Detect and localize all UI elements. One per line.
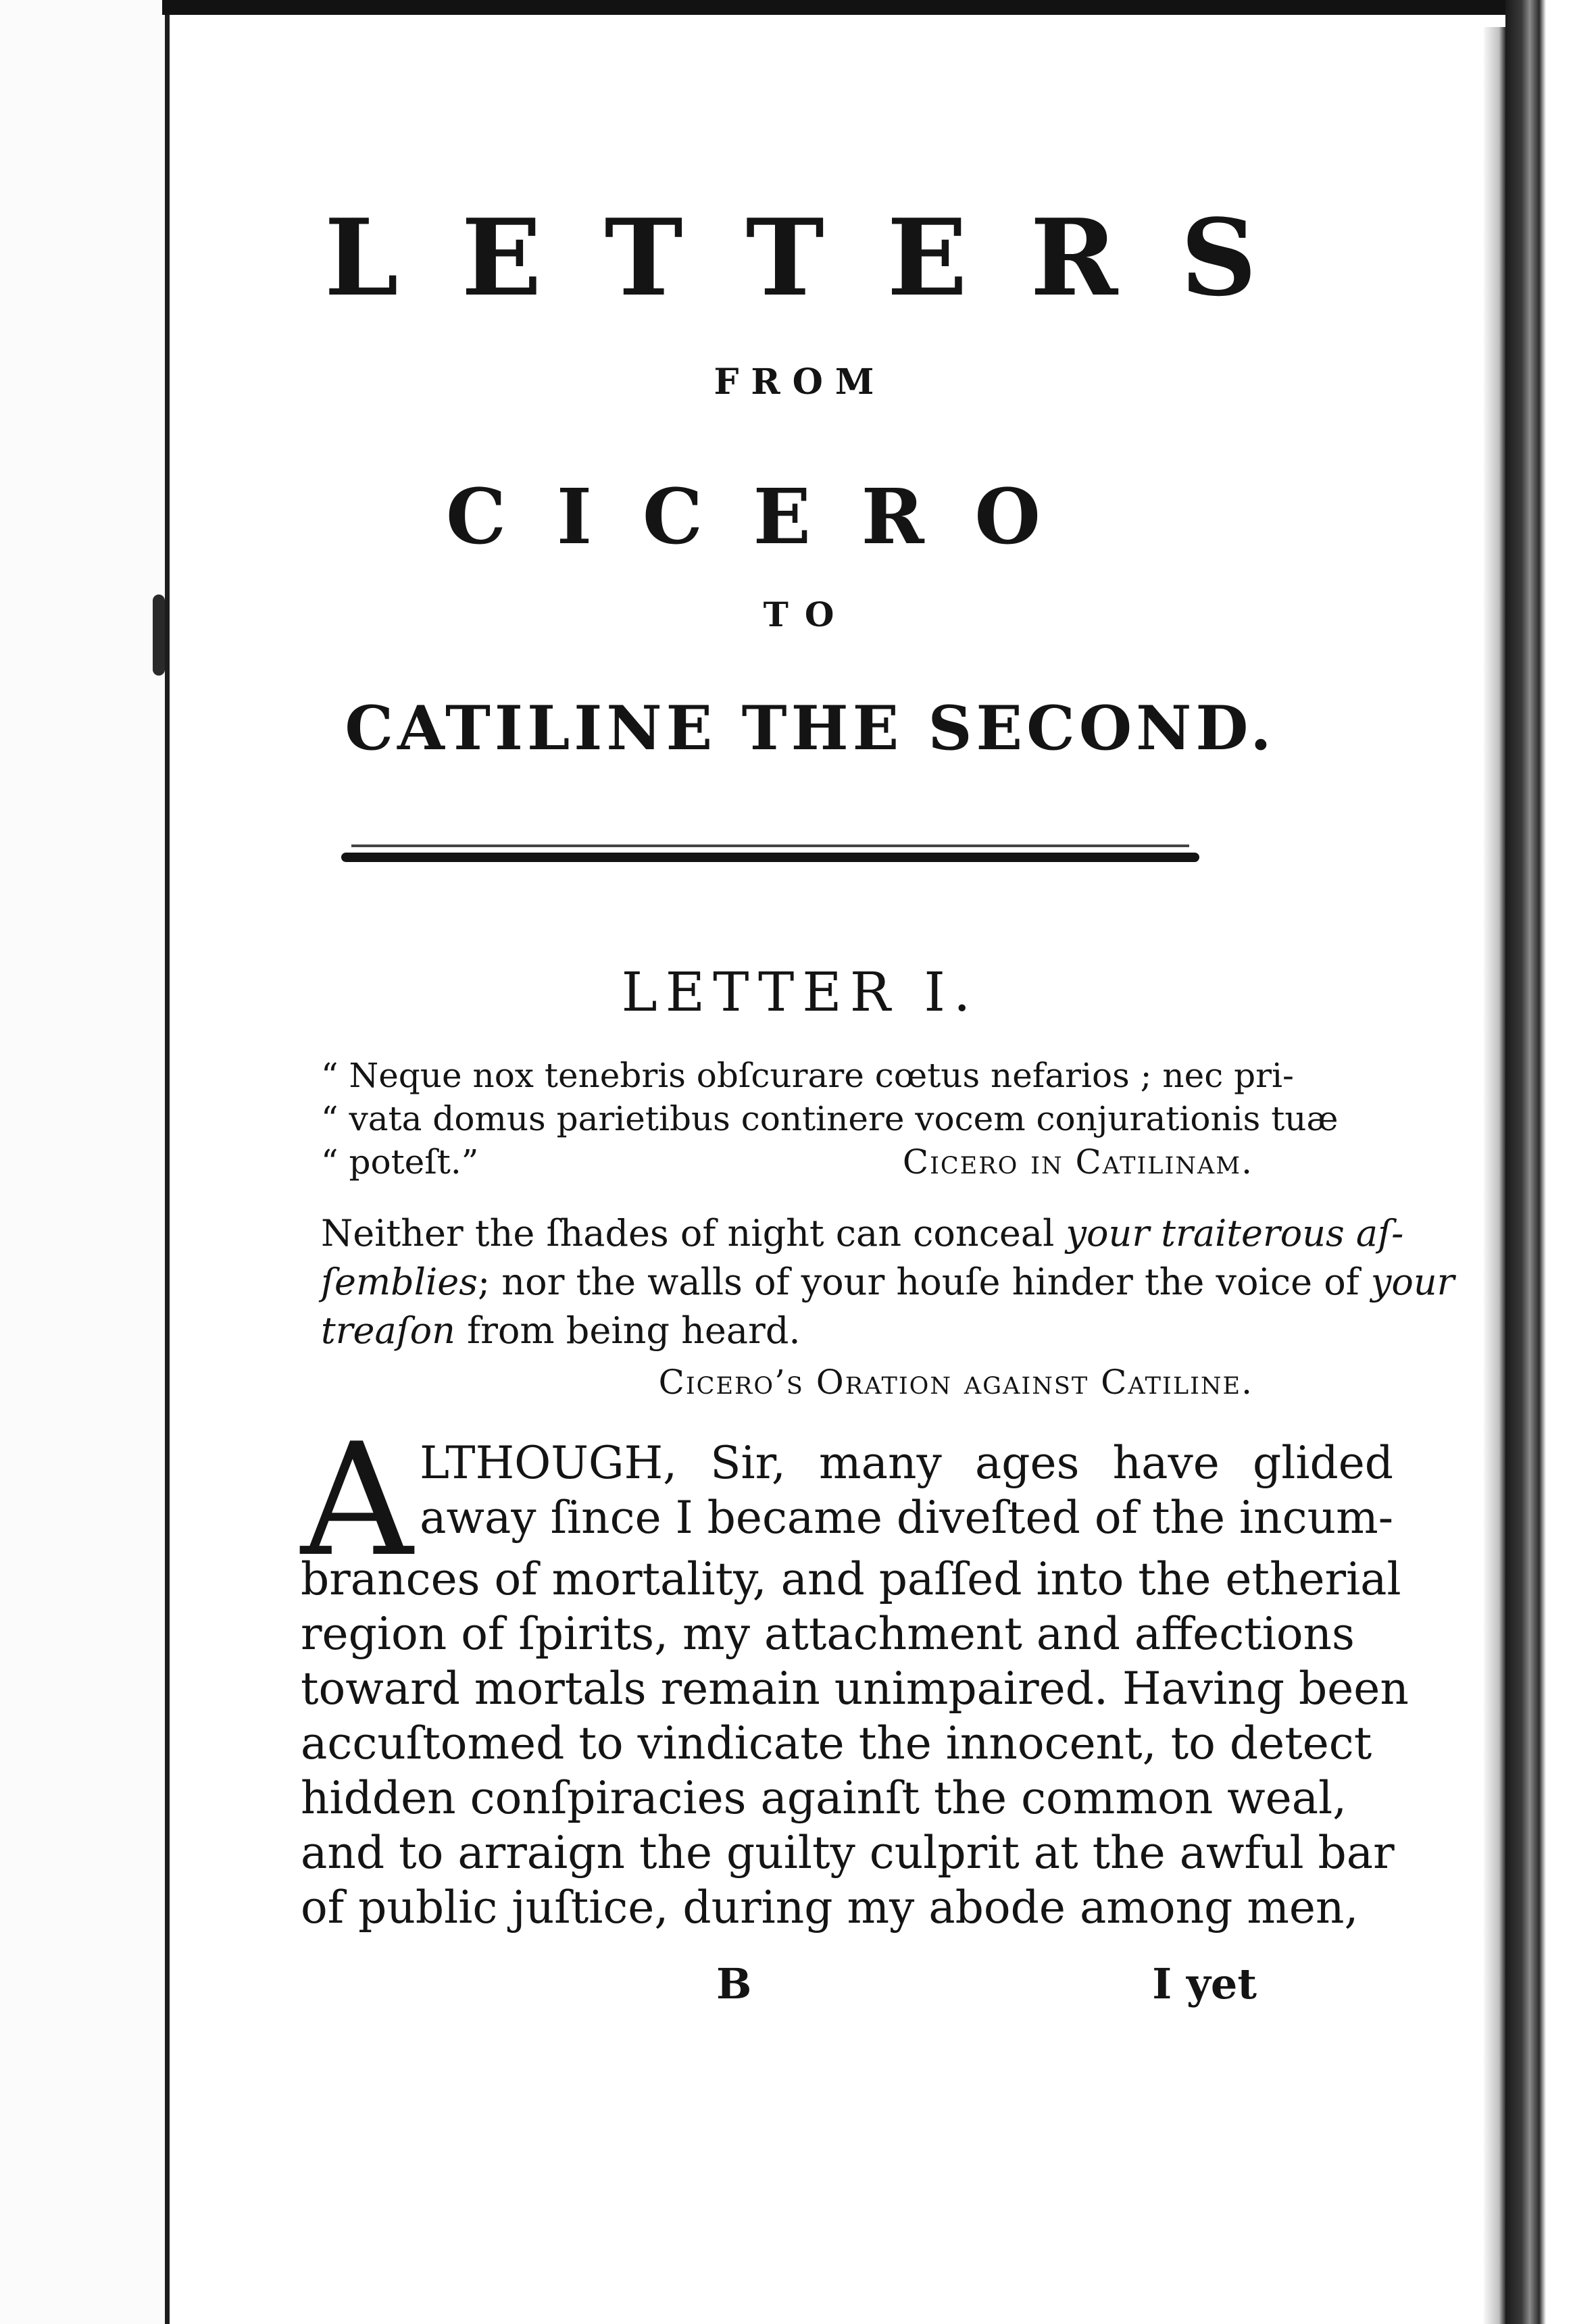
scan-border	[1505, 0, 1573, 2324]
left-margin	[0, 0, 169, 2324]
latin-line-3	[321, 1140, 1253, 1184]
page-footer	[716, 1959, 1257, 2009]
to-label: TO	[763, 595, 851, 634]
title-letter: T	[604, 196, 683, 320]
signature-mark: B	[716, 1959, 752, 2009]
body-line: brances of mortality, and paſſed into the etherial	[301, 1553, 1401, 1605]
latin-source: Cicero in Catilinam.	[902, 1142, 1253, 1182]
latin-line-3-text: “ poteſt.”	[321, 1142, 479, 1182]
subtitle: CATILINE THE SECOND.	[345, 692, 1276, 764]
letter-heading: LETTER I.	[621, 961, 979, 1024]
latin-line-2: “ vata domus parietibus continere vocem conjurationis tuæ	[321, 1099, 1339, 1138]
title-letter: E	[887, 196, 968, 320]
body-text	[301, 1411, 1409, 1935]
page-title	[324, 196, 1257, 320]
catchword: I yet	[1152, 1959, 1257, 2009]
english-line-3: treaſon from being heard.	[321, 1309, 801, 1352]
body-line: away ſince I became diveſted of the incum-	[420, 1492, 1394, 1544]
body-line: hidden conſpiracies againſt the common weal,	[301, 1772, 1347, 1824]
english-source: Cicero’s Oration againſt Catiline.	[658, 1363, 1253, 1402]
divider-rule	[341, 853, 1199, 862]
cicero-heading: C I C E R O	[446, 473, 1041, 561]
binding-line	[165, 0, 170, 2324]
body-line: and to arraign the guilty culprit at the awful bar	[301, 1827, 1395, 1879]
body-line: accuſtomed to vindicate the innocent, to detect	[301, 1717, 1372, 1769]
title-letter: R	[1030, 196, 1118, 320]
body-line: LTHOUGH, Sir, many ages have glided	[420, 1437, 1394, 1489]
body-line: region of ſpirits, my attachment and affections	[301, 1608, 1355, 1660]
from-label: FROM	[714, 361, 887, 403]
english-line-1: Neither the ſhades of night can conceal your traiterous aſ-	[321, 1212, 1404, 1255]
drop-cap: A	[301, 1411, 414, 1591]
title-letter: T	[745, 196, 824, 320]
title-letter: S	[1180, 196, 1257, 320]
latin-epigraph	[321, 1054, 1339, 1184]
latin-line-1: “ Neque nox tenebris obſcurare cœtus nefarios ; nec pri-	[321, 1056, 1294, 1095]
title-letter: L	[324, 196, 399, 320]
divider-thin	[351, 844, 1189, 847]
english-line-2: ſemblies; nor the walls of your houſe hinder the voice of your	[321, 1261, 1455, 1303]
body-line: of public juſtice, during my abode among men,	[301, 1881, 1359, 1934]
page-top-edge	[162, 0, 1573, 15]
english-epigraph	[321, 1209, 1455, 1407]
body-line: toward mortals remain unimpaired. Having been	[301, 1663, 1409, 1715]
title-letter: E	[461, 196, 542, 320]
